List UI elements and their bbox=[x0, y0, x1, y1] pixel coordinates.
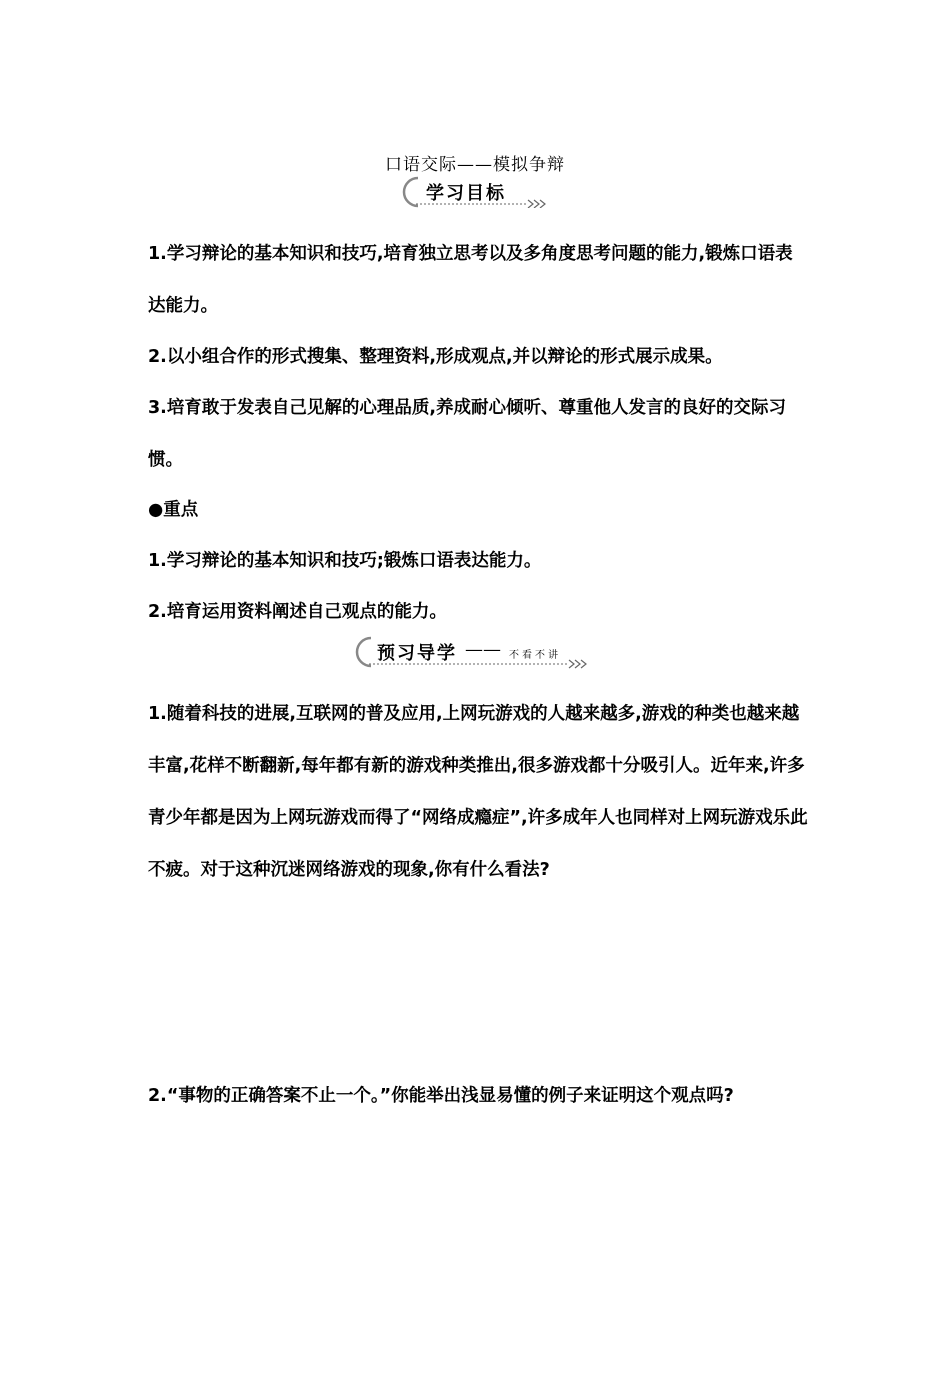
goal-item: 2.以小组合作的形式搜集、整理资料,形成观点,并以辩论的形式展示成果。 bbox=[148, 347, 723, 367]
preview-subheading: 不看不讲 bbox=[509, 650, 561, 661]
preview-dash: —— bbox=[465, 639, 501, 660]
key-points-heading: ●重点 bbox=[148, 500, 199, 520]
page-title: 口语交际——模拟争辩 bbox=[385, 155, 565, 175]
preview-question: 1.随着科技的进展,互联网的普及应用,上网玩游戏的人越来越多,游戏的种类也越来越丰富,花样不断翻新,每年都有新的游戏种类推出,很多游戏都十分吸引人。近年来,许多青少年都是因为上网玩游戏而得了“网络成瘾症”,许多成年人也同样对上网玩游戏乐此不疲。对于这种沉迷网络游戏的现象,你有什么看法? bbox=[148, 704, 808, 880]
key-point-item: 2.培育运用资料阐述自己观点的能力。 bbox=[148, 602, 447, 622]
goal-item: 3.培育敢于发表自己见解的心理品质,养成耐心倾听、尊重他人发言的良好的交际习惯。 bbox=[148, 398, 786, 470]
preview-banner bbox=[355, 634, 595, 668]
key-point-item: 1.学习辩论的基本知识和技巧;锻炼口语表达能力。 bbox=[148, 551, 542, 571]
goal-item: 1.学习辩论的基本知识和技巧,培育独立思考以及多角度思考问题的能力,锻炼口语表达能力。 bbox=[148, 244, 793, 316]
learning-goals-heading: 学习目标 bbox=[426, 183, 506, 204]
preview-heading: 预习导学 bbox=[377, 643, 457, 664]
preview-question: 2.“事物的正确答案不止一个。”你能举出浅显易懂的例子来证明这个观点吗? bbox=[148, 1086, 734, 1106]
learning-goals-banner bbox=[402, 174, 552, 208]
